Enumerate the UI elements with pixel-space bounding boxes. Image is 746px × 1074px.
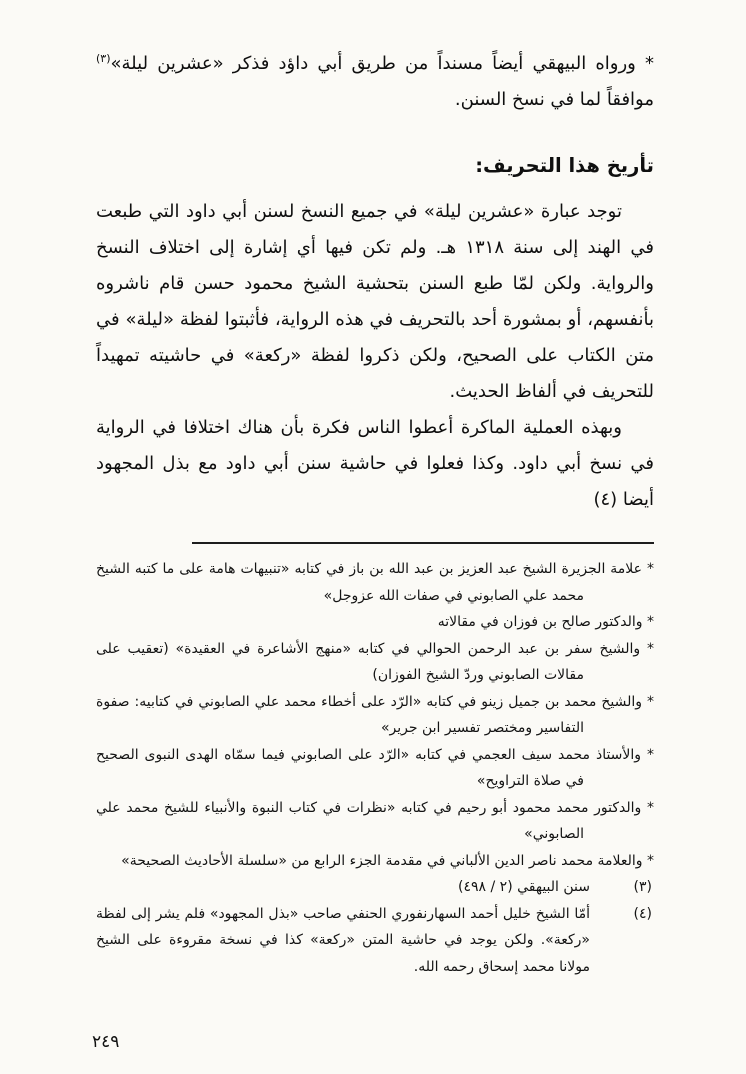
section-heading: تأريخ هذا التحريف: (475, 154, 654, 177)
footnote-3-marker: (٣) (633, 879, 652, 895)
opening-paragraph-tail: موافقاً لما في نسخ السنن. (454, 89, 654, 110)
footnote-bullet-6: * والدكتور محمد محمود أبو رحيم في كتابه «نظرات في كتاب النبوة والأنبياء للشيخ محمد علي الصابوني» (96, 799, 654, 842)
footnote-3-text: سنن البيهقي (٢ / ٤٩٨) (458, 879, 590, 895)
footnote-4-text: أمّا الشيخ خليل أحمد السهارنفوري الحنفي صاحب «بذل المجهود» فلم يشر إلى لفظة «ركعة». ولكن يوجد في حاشية المتن «ركعة» كذا في نسخة مقروءة على الشيخ مولانا محمد إسحاق رحمه الله. (96, 905, 590, 975)
page-number: ٢٤٩ (92, 1032, 120, 1052)
footnote-ref-3: (٣) (96, 52, 111, 65)
main-text-block (96, 46, 654, 518)
footnotes-block (96, 556, 654, 980)
body-paragraph-1: توجد عبارة «عشرين ليلة» في جميع النسخ لسنن أبي داود التي طبعت في الهند إلى سنة ١٣١٨ هـ. ولم تكن فيها أي إشارة إلى اختلاف النسخ والرواية. ولكن لمّا طبع السنن بتحشية الشيخ محمود حسن قام ناشروه بأنفسهم، أو بمشورة أحد بالتحريف في هذه الرواية، فأثبتوا لفظة «ليلة» في متن الكتاب على الصحيح، ولكن ذكروا لفظة «ركعة» في حاشيته تمهيداً للتحريف في ألفاظ الحديث. (96, 201, 655, 402)
body-paragraph-2: وبهذه العملية الماكرة أعطوا الناس فكرة بأن هناك اختلافا في الرواية في نسخ أبي داود. وكذا فعلوا في حاشية سنن أبي داود مع بذل المجهود أيضا (٤) (96, 417, 654, 510)
footnote-bullet-1: * علامة الجزيرة الشيخ عبد العزيز بن عبد الله بن باز في كتابه «تنبيهات هامة على ما كتبه الشيخ محمد علي الصابوني في صفات الله عزوجل» (96, 561, 654, 604)
footnote-bullet-2: * والدكتور صالح بن فوزان في مقالاته (437, 614, 654, 630)
footnote-bullet-4: * والشيخ محمد بن جميل زينو في كتابه «الرّد على أخطاء محمد علي الصابوني في كتابيه: صفوة التفاسير ومختصر تفسير ابن جرير» (96, 693, 654, 736)
opening-paragraph-lead: * ورواه البيهقي أيضاً مسنداً من طريق أبي داؤد فذكر «عشرين ليلة» (110, 53, 654, 74)
footnote-separator-rule (192, 542, 654, 544)
opening-paragraph (96, 46, 654, 118)
footnote-4-marker: (٤) (633, 905, 652, 922)
footnote-numbered-3 (96, 874, 654, 901)
footnote-bullet-3: * والشيخ سفر بن عبد الرحمن الحوالي في كتابه «منهج الأشاعرة في العقيدة» (تعقيب على مقالات الصابوني وردّ الشيخ الفوزان) (96, 640, 654, 683)
footnote-bullet-5: * والأستاذ محمد سيف العجمي في كتابه «الرّد على الصابوني فيما سمّاه الهدى النبوى الصحيح في صلاة التراويح» (96, 746, 654, 789)
footnote-bullet-7: * والعلامة محمد ناصر الدين الألباني في مقدمة الجزء الرابع من «سلسلة الأحاديث الصحيحة» (121, 852, 654, 869)
footnote-numbered-4 (96, 901, 654, 981)
